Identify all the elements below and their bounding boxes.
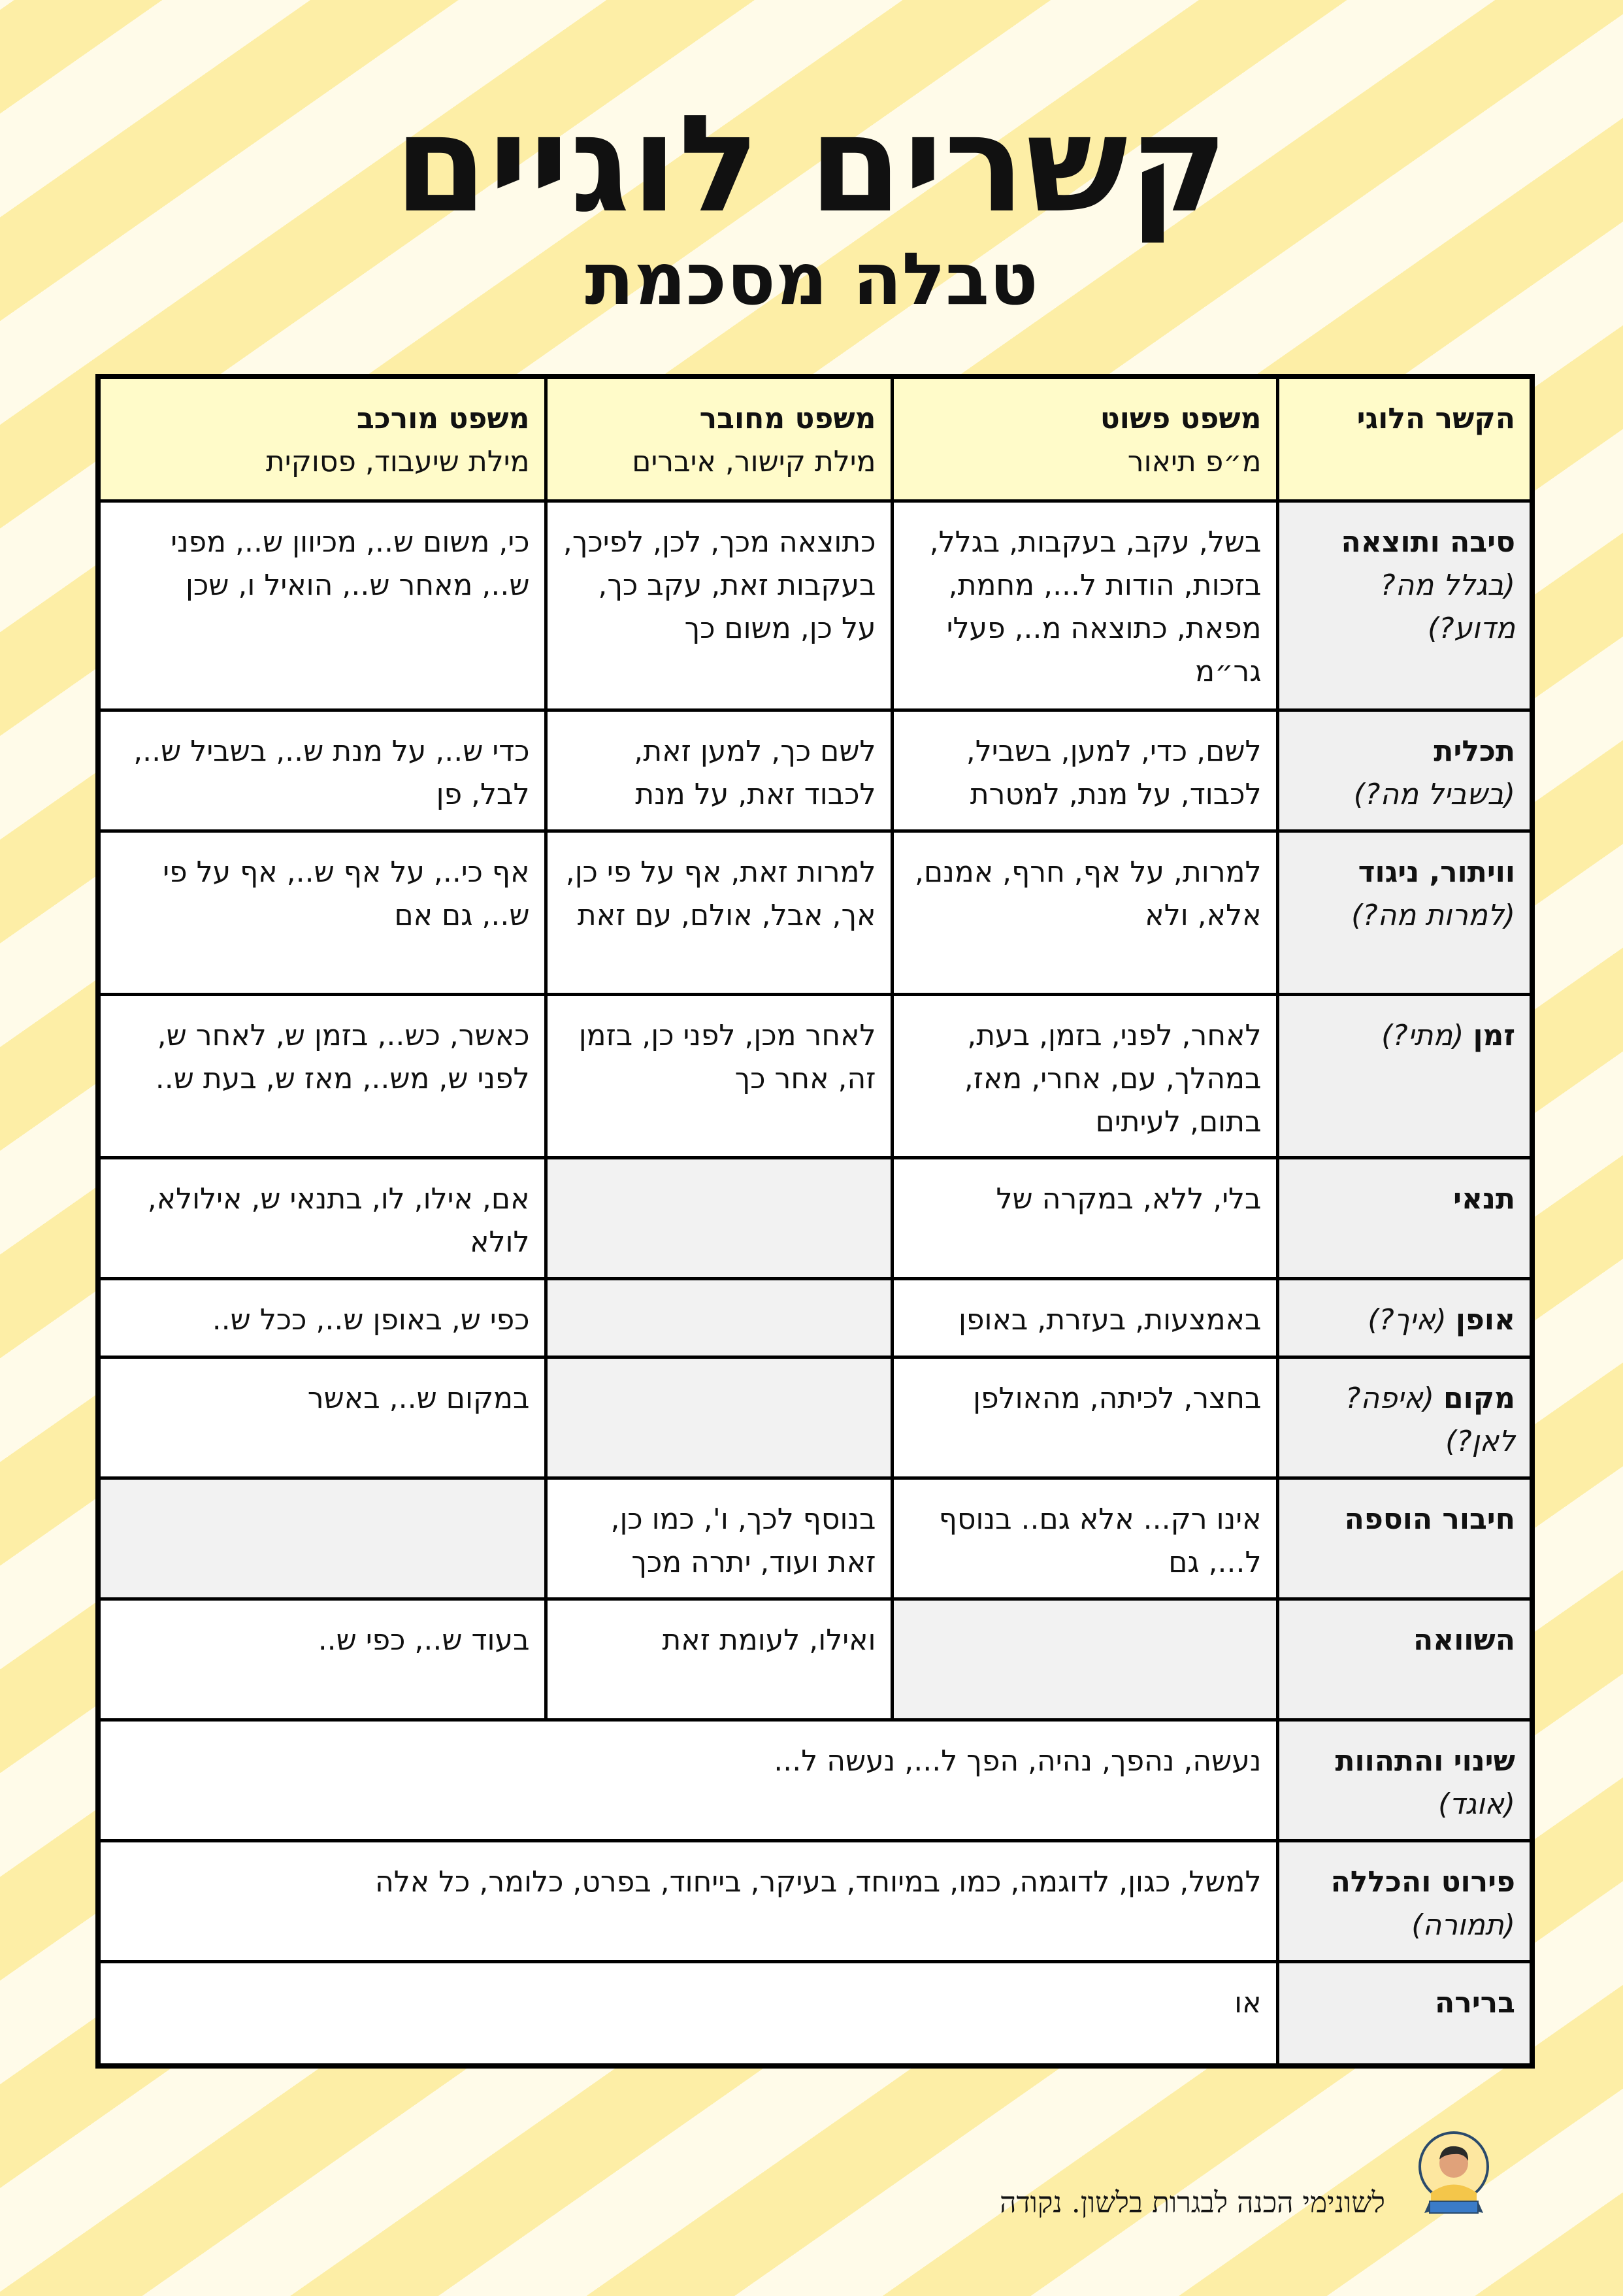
cell-complex: אף כי.., על אף ש.., אף על פי ש.., גם אם: [98, 831, 546, 994]
cell-wide: למשל, כגון, לדוגמה, כמו, במיוחד, בעיקר, בייחוד, בפרט, כלומר, כל אלה: [98, 1840, 1277, 1961]
header-complex-sub: מילת שיעבוד, פסוקית: [265, 445, 530, 478]
category-name: השוואה: [1413, 1623, 1515, 1657]
cell-compound: למרות זאת, אף על פי כן, אך, אבל, אולם, עם זאת: [546, 831, 892, 994]
row-label: [1277, 994, 1532, 1157]
cell-simple: בשל, עקב, בעקבות, בגלל, בזכות, הודות ל..., מחמת, מפאת, כתוצאה מ.., פעלי גר״מ: [892, 501, 1277, 710]
cell-simple: בלי, ללא, במקרה של: [892, 1157, 1277, 1278]
cell-complex-empty: [98, 1478, 546, 1599]
table-row: [98, 994, 1532, 1157]
category-name: תנאי: [1453, 1182, 1515, 1216]
cell-compound: לאחר מכן, לפני כן, בזמן זה, אחר כך: [546, 994, 892, 1157]
category-name: שינוי והתהוות: [1335, 1744, 1515, 1778]
header-simple: [892, 376, 1277, 501]
header-complex-title: משפט מורכב: [356, 402, 530, 435]
category-name: מקום: [1443, 1381, 1515, 1415]
cell-simple: לאחר, לפני, בזמן, בעת, במהלך, עם, אחרי, מאז, בתום, לעיתים: [892, 994, 1277, 1157]
category-question: (תמורה): [1411, 1908, 1515, 1942]
category-question: (איך?): [1368, 1303, 1447, 1337]
page-subtitle: טבלה מסכמת: [585, 237, 1038, 321]
row-label: [1277, 831, 1532, 994]
row-label: [1277, 1961, 1532, 2066]
header-compound-title: משפט מחובר: [699, 402, 876, 435]
table-row: [98, 710, 1532, 831]
table-row-wide: [98, 1720, 1532, 1840]
table-header-row: [98, 376, 1532, 501]
cell-compound: בנוסף לכך, ו', כמו כן, זאת ועוד, יתרה מכך: [546, 1478, 892, 1599]
header-simple-sub: מ״פ תיאור: [1127, 445, 1262, 478]
category-name: זמן: [1473, 1018, 1515, 1052]
category-name: אופן: [1455, 1303, 1515, 1337]
avatar-logo-icon: [1418, 2131, 1490, 2229]
table-row: [98, 1357, 1532, 1478]
cell-simple: למרות, על אף, חרף, אמנם, אלא, ולא: [892, 831, 1277, 994]
footer-credit: לשונימי הכנה לבגרות בלשון. נקודה: [1000, 2186, 1385, 2220]
row-label: [1277, 1478, 1532, 1599]
table-row: [98, 1478, 1532, 1599]
row-label: [1277, 1599, 1532, 1720]
cell-compound-empty: [546, 1357, 892, 1478]
cell-compound: כתוצאה מכך, לכן, לפיכך, בעקבות זאת, עקב כך, על כן, משום כך: [546, 501, 892, 710]
cell-compound: ואילו, לעומת זאת: [546, 1599, 892, 1720]
table-row-wide: [98, 1840, 1532, 1961]
table-row: [98, 831, 1532, 994]
row-label: [1277, 501, 1532, 710]
header-category: [1277, 376, 1532, 501]
cell-simple: לשם, כדי, למען, בשביל, לכבוד, על מנת, למטרת: [892, 710, 1277, 831]
header-simple-title: משפט פשוט: [1100, 402, 1262, 435]
table-row-wide: [98, 1961, 1532, 2066]
header-compound: [546, 376, 892, 501]
cell-simple: אינו רק... אלא גם.. בנוסף ל..., גם: [892, 1478, 1277, 1599]
cell-compound-empty: [546, 1278, 892, 1357]
table-row: [98, 1157, 1532, 1278]
row-label: [1277, 1278, 1532, 1357]
category-name: ברירה: [1435, 1986, 1515, 2020]
category-name: פירוט והכללה: [1330, 1865, 1515, 1899]
cell-complex: כאשר, כש.., בזמן ש, לאחר ש, לפני ש, מש.., מאז ש, בעת ש..: [98, 994, 546, 1157]
cell-complex: כדי ש.., על מנת ש.., בשביל ש.., לבל, פן: [98, 710, 546, 831]
table-row: [98, 1599, 1532, 1720]
row-label: [1277, 710, 1532, 831]
cell-wide: או: [98, 1961, 1277, 2066]
category-question: (בגלל מה? מדוע?): [1380, 568, 1515, 645]
cell-complex: במקום ש.., באשר: [98, 1357, 546, 1478]
category-question: (מתי?): [1381, 1018, 1464, 1052]
header-category-label: הקשר הלוגי: [1356, 402, 1515, 435]
cell-simple-empty: [892, 1599, 1277, 1720]
page-title: קשרים לוגיים: [394, 87, 1229, 242]
cell-complex: אם, אילו, לו, בתנאי ש, אילולא, לולא: [98, 1157, 546, 1278]
cell-compound-empty: [546, 1157, 892, 1278]
category-name: סיבה ותוצאה: [1341, 525, 1515, 559]
header-compound-sub: מילת קישור, איברים: [632, 445, 876, 478]
row-label: [1277, 1840, 1532, 1961]
cell-complex: כי, משום ש.., מכיוון ש.., מפני ש.., מאחר ש.., הואיל ו, שכן: [98, 501, 546, 710]
cell-complex: בעוד ש.., כפי ש..: [98, 1599, 546, 1720]
table-row: [98, 501, 1532, 710]
row-label: [1277, 1157, 1532, 1278]
cell-simple: בחצר, לכיתה, מהאולפן: [892, 1357, 1277, 1478]
category-name: וויתור, ניגוד: [1358, 855, 1515, 889]
category-question: (בשביל מה?): [1353, 777, 1515, 811]
summary-table: [95, 374, 1535, 2069]
cell-compound: לשם כך, למען זאת, לכבוד זאת, על מנת: [546, 710, 892, 831]
category-question: (למרות מה?): [1351, 898, 1515, 932]
cell-complex: כפי ש, באופן ש.., ככל ש..: [98, 1278, 546, 1357]
header-complex: [98, 376, 546, 501]
table-row: [98, 1278, 1532, 1357]
category-name: תכלית: [1434, 734, 1515, 768]
category-question: (אוגד): [1438, 1787, 1515, 1821]
cell-wide: נעשה, נהפך, נהיה, הפך ל..., נעשה ל...: [98, 1720, 1277, 1840]
category-question: (איפה? לאן?): [1345, 1381, 1515, 1458]
category-name: חיבור הוספה: [1344, 1502, 1515, 1536]
row-label: [1277, 1357, 1532, 1478]
row-label: [1277, 1720, 1532, 1840]
cell-simple: באמצעות, בעזרת, באופן: [892, 1278, 1277, 1357]
